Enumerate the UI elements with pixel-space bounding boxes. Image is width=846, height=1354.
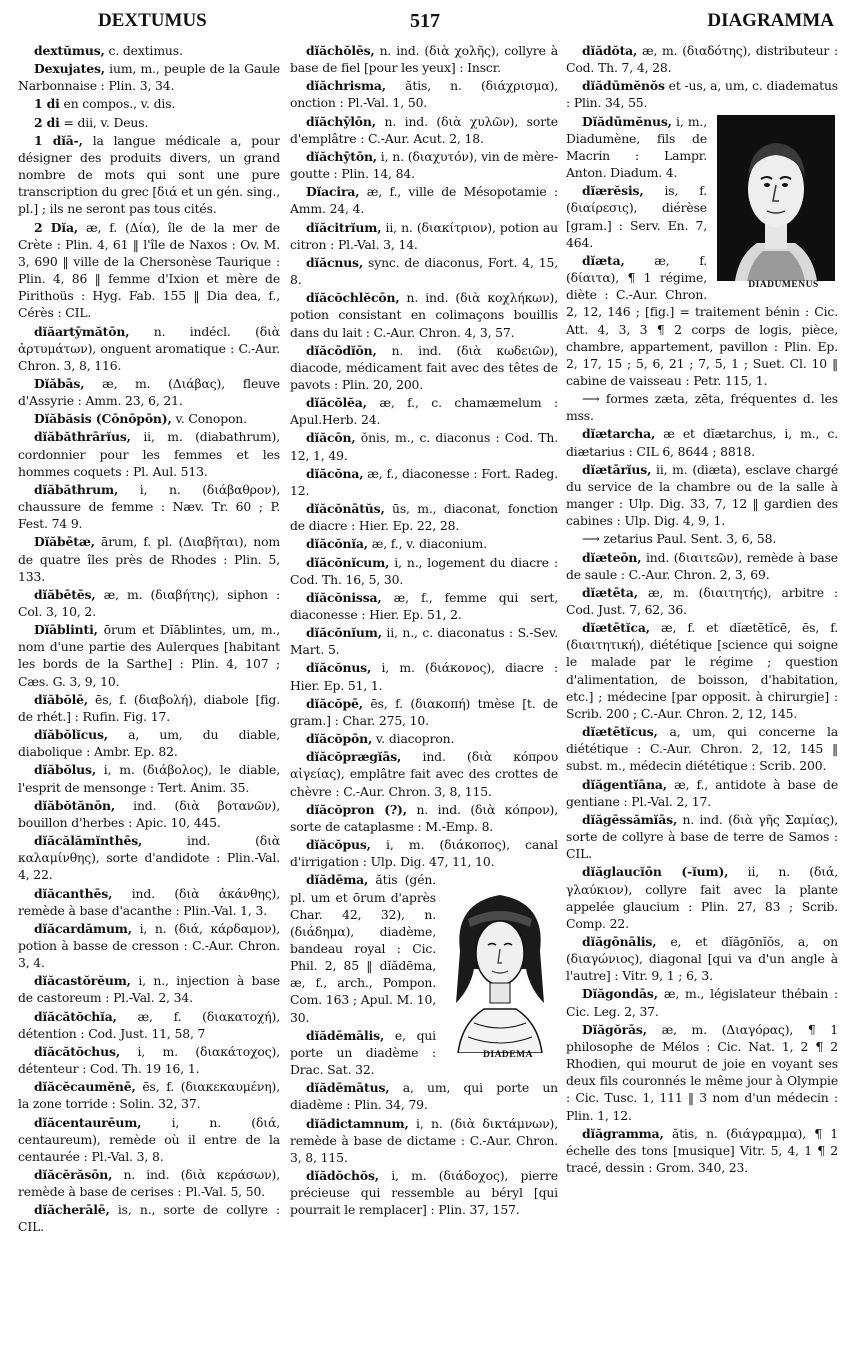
entry-definition: ēs, f. (διαβολή), diabole [fig. de rhét.] : Rufin. Fig. 17. [18, 691, 280, 724]
entry-definition: n. ind. (διὰ χολῆς), collyre à base de fiel [pour les yeux] : Inscr. [290, 43, 558, 76]
entry-definition: i, n., logement du diacre : Cod. Th. 16, 5, 30. [290, 554, 558, 587]
entry-headword: dĭăcŏnissa, [306, 589, 382, 605]
entry-definition: ōrum et Dĭāblintes, um, m., nom d'une partie des Aulerques [habitant les bords de la Sarthe] : Plin. 4, 107 ; Cæs. G. 3, 9, 10. [18, 622, 280, 689]
entry-headword: dĭăbăthrum, [34, 481, 119, 497]
dictionary-entry [566, 619, 838, 722]
entry-definition: i, m., Diadumène, fils de Macrin : Lampr. Anton. Diadum. 4. [566, 113, 707, 181]
entry-headword: dĭăcardămum, [34, 920, 132, 936]
dictionary-entry [18, 885, 280, 919]
entry-definition: is, f. (διαίρεσις), diérèse [gram.] : Serv. En. 7, 464. [566, 183, 707, 250]
entry-definition: æ, f. (Δία), île de la mer de Crète : Plin. 4, 61 ‖ l'île de Naxos : Ov. M. 3, 690 ‖ ville de la Chersonèse Taurique : Plin. 4, 86 ‖ femme d'Ixion et mère de Pirithoüs : Hyg. Fab. 155 ‖ Dia dea, f., Cérès : CIL. [18, 219, 280, 321]
dictionary-entry [566, 776, 838, 810]
dictionary-entry [290, 113, 558, 147]
entry-headword: dĭăcŏpron (?), [306, 801, 407, 817]
entry-definition: ătis, n. (διάγραμμα), ¶ 1 échelle des tons [musique] Vitr. 5, 4, 1 ¶ 2 tracé, dessin : Grom. 340, 23. [566, 1125, 838, 1175]
entry-definition: æ, f., ville de Mésopotamie : Amm. 24, 4. [290, 184, 558, 217]
entry-definition: æ, m. (διαβήτης), siphon : Col. 3, 10, 2. [18, 586, 280, 619]
entry-headword: dĭăbētēs, [34, 586, 96, 602]
entry-definition: ătis (gén. pl. um et ōrum d'après Char. 42, 32), n. (διάδημα), diadème, bandeau royal : Cic. Phil. 2, 85 ‖ dĭădēma, æ, f., arch., Pompon. Com. 163 ; Apul. M. 10, 30. [290, 872, 436, 1025]
entry-definition: i, m. (διάδοχος), pierre précieuse qui ressemble au béryl [qui pourrait le remplacer] : Plin. 37, 157. [290, 1168, 558, 1218]
entry-definition: ătis, n. (διάχρισμα), onction : Pl.-Val. 1, 50. [290, 78, 558, 111]
dictionary-entry [566, 77, 838, 111]
entry-headword: dĭæta, [582, 252, 625, 268]
entry-definition: = dii, v. Deus. [59, 114, 149, 130]
entry-definition: v. Conopon. [171, 411, 247, 427]
entry-definition: ēs, f. (διακοπή) tmèse [t. de gram.] : Char. 275, 10. [290, 695, 558, 728]
dictionary-entry [18, 410, 280, 427]
entry-headword: dĭăbŏlē, [34, 691, 89, 707]
entry-headword: dĭăgōnālis, [582, 933, 657, 949]
entry-headword: dĭăbŏtănōn, [34, 797, 116, 813]
dictionary-entry [566, 42, 838, 76]
entry-definition: la langue médicale a, pour désigner des produits divers, un grand nombre de mots qui sont une pure transcription du grec [διά et un gén. sing., pl.] ; ils ne seront pas tous cités. [18, 132, 280, 217]
entry-headword: dĭăchȳtōn, [306, 148, 377, 164]
dictionary-entry [290, 342, 558, 393]
dictionary-entry [18, 1201, 280, 1235]
entry-definition: æ, f., c. chamæmelum : Apul.Herb. 24. [290, 395, 558, 428]
dictionary-entry [290, 695, 558, 729]
dictionary-entry [290, 659, 558, 693]
entry-headword: dĭăcŏnĭcum, [306, 554, 390, 570]
dictionary-entry [290, 801, 558, 835]
dictionary-entry [566, 933, 838, 984]
entry-headword: dĭærĕsis, [582, 183, 644, 199]
column-1 [18, 42, 280, 1348]
entry-headword: Dĭăgŏrās, [582, 1021, 647, 1037]
entry-definition: æ et dĭætarchus, i, m., c. diætarius : CIL 6, 8644 ; 8818. [566, 426, 838, 459]
entry-definition: e, qui porte un diadème : Drac. Sat. 32. [290, 1027, 436, 1078]
dictionary-entry [18, 60, 280, 94]
dictionary-entry [18, 621, 280, 690]
entry-headword: Dĭăbăsis (Cōnōpōn), [34, 411, 172, 427]
entry-definition: æ, m. (διαιτητής), arbitre : Cod. Just. 7, 62, 36. [566, 584, 838, 617]
entry-headword: Dĭăbās, [34, 375, 85, 391]
entry-headword: dĭăcŏlĕa, [306, 395, 367, 411]
entry-headword: dĭăcŏchlĕcōn, [306, 290, 400, 306]
dictionary-entry [290, 1167, 558, 1218]
entry-definition: ⟶ zetarius Paul. Sent. 3, 6, 58. [582, 531, 777, 547]
entry-definition: æ, f. (διακατοχή), détention : Cod. Just. 11, 58, 7 [18, 1008, 280, 1041]
entry-headword: dĭădŏchŏs, [306, 1168, 379, 1183]
dictionary-entry [290, 624, 558, 658]
dictionary-entry [566, 390, 838, 424]
entry-definition: æ, m., législateur thébain : Cic. Leg. 2, 37. [566, 986, 838, 1019]
entry-definition: ⟶ formes zæta, zēta, fréquentes d. les mss. [566, 391, 838, 424]
diadumenus-portrait-icon [717, 115, 835, 281]
dictionary-entry [290, 836, 558, 870]
entry-headword: dĭăcŏprægĭās, [306, 749, 402, 765]
dictionary-entry [18, 132, 280, 218]
dictionary-entry [290, 148, 558, 182]
dictionary-entry [18, 972, 280, 1006]
dictionary-entry [290, 589, 558, 623]
entry-headword: dĭăcătŏchus, [34, 1043, 121, 1059]
entry-definition: a, um, qui porte un diadème : Plin. 34, 79. [290, 1080, 558, 1113]
dictionary-entry [18, 1166, 280, 1200]
dictionary-entry [18, 761, 280, 795]
entry-headword: dĭăcōn, [306, 430, 356, 446]
dictionary-entry [18, 797, 280, 831]
entry-headword: 1 di [34, 96, 60, 112]
entry-headword: 2 Dĭa, [34, 219, 79, 235]
dictionary-entry [566, 723, 838, 774]
entry-definition: v. diacopron. [372, 731, 455, 747]
entry-definition: æ, m. (Διαγόρας), ¶ 1 philosophe de Mélos : Cic. Nat. 1, 2 ¶ 2 Rhodien, qui mourut de joie en voyant ses deux fils couronnés le même jour à Olympie : Cic. Tusc. 1, 111 ‖ 3 nom d'un médecin : Plin. 1, 12. [566, 1021, 838, 1123]
dictionary-entry [290, 730, 558, 747]
dictionary-entry [290, 748, 558, 799]
entry-headword: dĭăcĕrăsōn, [34, 1167, 113, 1182]
diadumenus-caption: DIADUMENUS [748, 279, 819, 290]
entry-definition: æ, f., v. diaconium. [367, 536, 487, 552]
entry-definition: n. ind. (διὰ χυλῶν), sorte d'emplâtre : C.-Aur. Acut. 2, 18. [290, 113, 558, 146]
header-last-word: DIAGRAMMA [707, 10, 834, 31]
entry-headword: dĭăcătŏchĭa, [34, 1008, 117, 1024]
entry-headword: dĭăartȳmătōn, [34, 323, 130, 339]
entry-definition: ii, m. (diabathrum), cordonnier pour les femmes et les hommes coquets : Pl. Aul. 513. [18, 429, 280, 479]
dictionary-entry [18, 114, 280, 131]
entry-headword: dĭădēmālis, [306, 1027, 385, 1043]
entry-definition: n. ind. (διὰ κόπρον), sorte de cataplasme : M.-Emp. 8. [290, 801, 558, 834]
entry-headword: dĭăcanthēs, [34, 885, 113, 901]
dictionary-entry [290, 1115, 558, 1166]
entry-headword: dĭăcŏnĭa, [306, 536, 368, 552]
dictionary-entry [290, 77, 558, 111]
entry-headword: dĭăbăthrārĭus, [34, 429, 131, 445]
dictionary-entry [18, 691, 280, 725]
entry-definition: ind. (διαιτεῶν), remède à base de saule : C.-Aur. Chron. 2, 3, 69. [566, 549, 838, 582]
entry-definition: i, n. (διά, κάρδαμον), potion à basse de cresson : C.-Aur. Chron. 3, 4. [18, 920, 280, 971]
dictionary-entry [18, 533, 280, 584]
entry-headword: dĭăglaucĭōn (-ĭum), [582, 864, 729, 880]
diadumenus-illustration [713, 115, 838, 294]
dictionary-entry [18, 1043, 280, 1077]
entry-headword: dĭætētĭcus, [582, 724, 658, 740]
entry-headword: dĭăchȳlōn, [306, 113, 376, 129]
entry-definition: æ, f. (δίαιτα), ¶ 1 régime, diète : C.-Aur. Chron. 2, 12, 146 ; [fig.] = traitement bénin : Cic. Att. 4, 3, 3 ¶ 2 corps de logis, pièce, chambre, appartement, pavillon : Plin. Ep. 2, 17, 15 ; 5, 6, 21 ; 7, 5, 1 ; Suet. Cl. 10 ‖ cabine de vaisseau : Petr. 115, 1. [566, 252, 838, 388]
dictionary-entry [290, 500, 558, 534]
entry-definition: i, m. (διάκοπος), canal d'irrigation : Ulp. Dig. 47, 11, 10. [290, 837, 558, 870]
entry-headword: dĭæteōn, [582, 549, 642, 565]
entry-definition: ii, n., c. diaconatus : S.-Sev. Mart. 5. [290, 625, 558, 658]
entry-headword: dĭăcŏnĭum, [306, 625, 382, 641]
entry-definition: e, et dĭăgōnĭŏs, a, on (διαγώνιος), diagonal [qui va d'un angle à l'autre] : Vitr. 9, 1 ; 6, 3. [566, 933, 838, 984]
entry-definition: i, n. (διὰ δικτάμνων), remède à base de dictame : C.-Aur. Chron. 3, 8, 115. [290, 1115, 558, 1165]
entry-headword: dĭăcŏna, [306, 465, 364, 481]
entry-definition: is, n., sorte de collyre : CIL. [18, 1202, 280, 1235]
dictionary-entry [18, 1078, 280, 1112]
entry-headword: dĭăcastŏrĕum, [34, 973, 131, 989]
dictionary-entry [290, 465, 558, 499]
entry-definition: æ, m. (Διάβας), fleuve d'Assyrie : Amm. 23, 6, 21. [18, 375, 280, 409]
entry-definition: ārum, f. pl. (Διαβῆται), nom de quatre îles près de Rhodes : Plin. 5, 133. [18, 534, 280, 584]
dictionary-entry [290, 219, 558, 253]
entry-definition: ēs, f. (διακεκαυμένη), la zone torride : Solin. 32, 37. [18, 1079, 280, 1112]
entry-definition: æ, f., femme qui sert, diaconesse : Hier. Ep. 51, 2. [290, 589, 558, 622]
entry-definition: ūs, m., diaconat, fonction de diacre : Hier. Ep. 22, 28. [290, 501, 558, 534]
dictionary-entry [18, 586, 280, 620]
entry-headword: dĭădŏta, [582, 43, 638, 58]
entry-definition: n. indécl. (διὰ ἀρτυμάτων), onguent aromatique : C.-Aur. Chron. 3, 8, 116. [18, 323, 280, 373]
entry-definition: a, um, qui concerne la diététique : C.-Aur. Chron. 2, 12, 145 ‖ subst. m., médecin diététique : Scrib. 200. [566, 724, 838, 774]
entry-definition: æ, f. et dĭætētĭcē, ēs, f. (διαιτητική), diététique [science qui soigne le malade par le régime ; question d'alimentation, de boisson, d'habitation, etc.] ; médecine [par opposit. à chirurgie] : Scrib. 200 ; C.-Aur. Chron. 2, 12, 145. [566, 620, 838, 721]
entry-definition: a, um, du diable, diabolique : Ambr. Ep. 82. [18, 727, 280, 760]
entry-headword: Dĭădūmĕnus, [582, 113, 672, 129]
dictionary-entry [290, 554, 558, 588]
entry-headword: dĭădictamnum, [306, 1115, 409, 1131]
dictionary-entry [18, 1114, 280, 1165]
entry-definition: ind. (διὰ βοτανῶν), bouillon d'herbes : Apic. 10, 445. [18, 797, 280, 830]
entry-headword: dextŭmus, [34, 43, 105, 58]
dictionary-entry [566, 425, 838, 459]
dictionary-entry [566, 985, 838, 1019]
entry-headword: dĭădūmĕnŏs [582, 78, 665, 94]
entry-definition: n. ind. (διὰ κωδειῶν), diacode, médicament fait avec des têtes de pavots : Plin. 20, 200. [290, 342, 558, 392]
dictionary-entry [566, 530, 838, 547]
dictionary-entry [18, 42, 280, 59]
entry-headword: dĭăgramma, [582, 1125, 664, 1141]
dictionary-entry [566, 863, 838, 932]
entry-headword: dĭăcŏnātŭs, [306, 501, 385, 517]
entry-definition: æ, f., antidote à base de gentiane : Pl.-Val. 2, 17. [566, 776, 838, 809]
entry-headword: dĭăgēssămĭās, [582, 811, 678, 827]
entry-headword: dĭætarcha, [582, 426, 656, 442]
entry-definition: ŏnis, m., c. diaconus : Cod. Th. 12, 1, 49. [290, 430, 558, 463]
entry-headword: dĭætēta, [582, 584, 638, 600]
entry-headword: dĭăcnus, [306, 254, 364, 270]
entry-definition: i, m. (διακάτοχος), détenteur : Cod. Th. 19 16, 1. [18, 1043, 280, 1077]
entry-headword: dĭăcŏpē, [306, 695, 363, 711]
entry-headword: dĭăcĕcaumĕnē, [34, 1079, 136, 1095]
dictionary-entry [290, 42, 558, 76]
entry-headword: dĭăbŏlus, [34, 762, 96, 778]
entry-definition: ind. (διὰ κόπρου αἰγείας), emplâtre fait avec des crottes de chèvre : C.-Aur. Chron. 3, 8, 115. [290, 749, 558, 799]
entry-headword: dĭăchrisma, [306, 78, 386, 94]
dictionary-entry [18, 726, 280, 760]
entry-definition: i, n. (διά, centaureum), remède où il entre de la centaurée : Pl.-Val. 3, 8. [18, 1114, 280, 1164]
dictionary-entry [566, 584, 838, 618]
entry-definition: ium, m., peuple de la Gaule Narbonnaise : Plin. 3, 34. [18, 61, 280, 94]
entry-definition: i, m. (διάκονος), diacre : Hier. Ep. 51, 1. [290, 660, 558, 693]
dictionary-entry [290, 1079, 558, 1113]
entry-definition: i, m. (διάβολος), le diable, l'esprit de mensonge : Tert. Anim. 35. [18, 762, 280, 795]
dictionary-entry [18, 832, 280, 883]
dictionary-entry [18, 428, 280, 479]
dictionary-entry [18, 375, 280, 409]
dictionary-entry [566, 461, 838, 530]
entry-headword: dĭăcŏpus, [306, 837, 371, 853]
entry-headword: dĭăcentaurēum, [34, 1114, 142, 1130]
entry-definition: ii, n. (διακίτριον), potion au citron : Pl.-Val. 3, 14. [290, 219, 558, 252]
entry-definition: æ, m. (διαδότης), distributeur : Cod. Th. 7, 4, 28. [566, 43, 838, 76]
dictionary-entry [290, 394, 558, 428]
dictionary-entry [18, 920, 280, 971]
entry-definition: et -us, a, um, c. diadematus : Plin. 34, 55. [566, 78, 838, 111]
diadema-portrait-icon [444, 873, 556, 1053]
column-3 [566, 42, 838, 1348]
dictionary-entry [18, 1008, 280, 1042]
dictionary-entry [290, 289, 558, 340]
entry-definition: ind. (διὰ ἀκάνθης), remède à base d'acanthe : Plin.-Val. 1, 3. [18, 885, 280, 918]
entry-definition: en compos., v. dis. [59, 96, 176, 112]
entry-definition: i, n., injection à base de castoreum : Pl.-Val. 2, 34. [18, 973, 280, 1006]
entry-headword: dĭăcōdĭōn, [306, 342, 377, 358]
page-number: 517 [410, 10, 440, 32]
entry-headword: dĭăcŏpōn, [306, 731, 373, 747]
entry-definition: c. dextimus. [104, 43, 183, 58]
dictionary-entry [18, 323, 280, 374]
entry-headword: 2 di [34, 114, 60, 130]
entry-definition: ind. (διὰ καλαμίνθης), sorte d'andidote : Plin.-Val. 4, 22. [18, 833, 280, 883]
entry-definition: i, n. (διαχυτόν), vin de mère-goutte : Plin. 14, 84. [290, 148, 558, 182]
dictionary-entry [290, 535, 558, 552]
entry-definition: sync. de diaconus, Fort. 4, 15, 8. [290, 254, 558, 288]
dictionary-entry [290, 429, 558, 463]
dictionary-entry [18, 481, 280, 532]
entry-headword: dĭăcŏnus, [306, 660, 372, 676]
entry-headword: dĭætārĭus, [582, 461, 652, 477]
dictionary-entry [18, 219, 280, 322]
dictionary-entry [566, 811, 838, 862]
entry-headword: dĭădēmātus, [306, 1080, 390, 1096]
entry-headword: 1 dĭā-, [34, 132, 83, 148]
entry-headword: Dĭacira, [306, 184, 360, 200]
entry-headword: dĭætētĭca, [582, 620, 650, 636]
column-2 [290, 42, 558, 1348]
dictionary-entry [566, 549, 838, 583]
header-first-word: DEXTUMUS [98, 10, 207, 31]
dictionary-entry [18, 95, 280, 112]
diadema-caption: DIADEMA [483, 1050, 533, 1061]
dictionary-entry [290, 183, 558, 217]
entry-definition: ii, m. (diæta), esclave chargé du service de la chambre ou de la salle à manger : Ulp. Dig. 33, 7, 12 ‖ gardien des cabines : Ulp. Dig. 4, 9, 1. [566, 461, 838, 529]
dictionary-entry [566, 1125, 838, 1176]
entry-definition: n. ind. (διὰ κοχλήκων), potion consistant en colimaçons bouillis dans du lait : C.-Aur. Chron. 4, 3, 57. [290, 290, 558, 340]
diadema-illustration [442, 873, 558, 1064]
entry-headword: Dĭăgondās, [582, 986, 658, 1002]
running-header [0, 6, 846, 36]
entry-headword: dĭăbŏlĭcus, [34, 727, 108, 743]
dictionary-entry [566, 1021, 838, 1124]
entry-headword: dĭăcitrĭum, [306, 219, 382, 235]
entry-headword: Dĭāblinti, [34, 622, 98, 638]
entry-headword: dĭădēma, [306, 872, 369, 888]
entry-definition: i, n. (διάβαθρον), chaussure de femme : Næv. Tr. 60 ; P. Fest. 74 9. [18, 481, 280, 532]
dictionary-entry [290, 254, 558, 288]
entry-definition: æ, f., diaconesse : Fort. Radeg. 12. [290, 465, 558, 498]
entry-headword: dĭăchŏlēs, [306, 43, 375, 58]
entry-headword: dĭăgentĭāna, [582, 776, 667, 792]
entry-definition: n. ind. (διὰ κεράσων), remède à base de cerises : Pl.-Val. 5, 50. [18, 1167, 280, 1200]
entry-headword: dĭăcherālē, [34, 1202, 110, 1218]
entry-definition: ii, n. (διά, γλαύκιον), collyre fait avec la plante appelée glaucium : Plin. 27, 83 ; Scrib. Comp. 22. [566, 864, 838, 931]
entry-headword: dĭăcălămĭnthēs, [34, 833, 143, 849]
entry-definition: n. ind. (διὰ γῆς Σαμίας), sorte de collyre à base de terre de Samos : CIL. [566, 811, 838, 862]
entry-headword: Dĭăbētæ, [34, 534, 95, 550]
entry-headword: Dexujates, [34, 61, 105, 77]
